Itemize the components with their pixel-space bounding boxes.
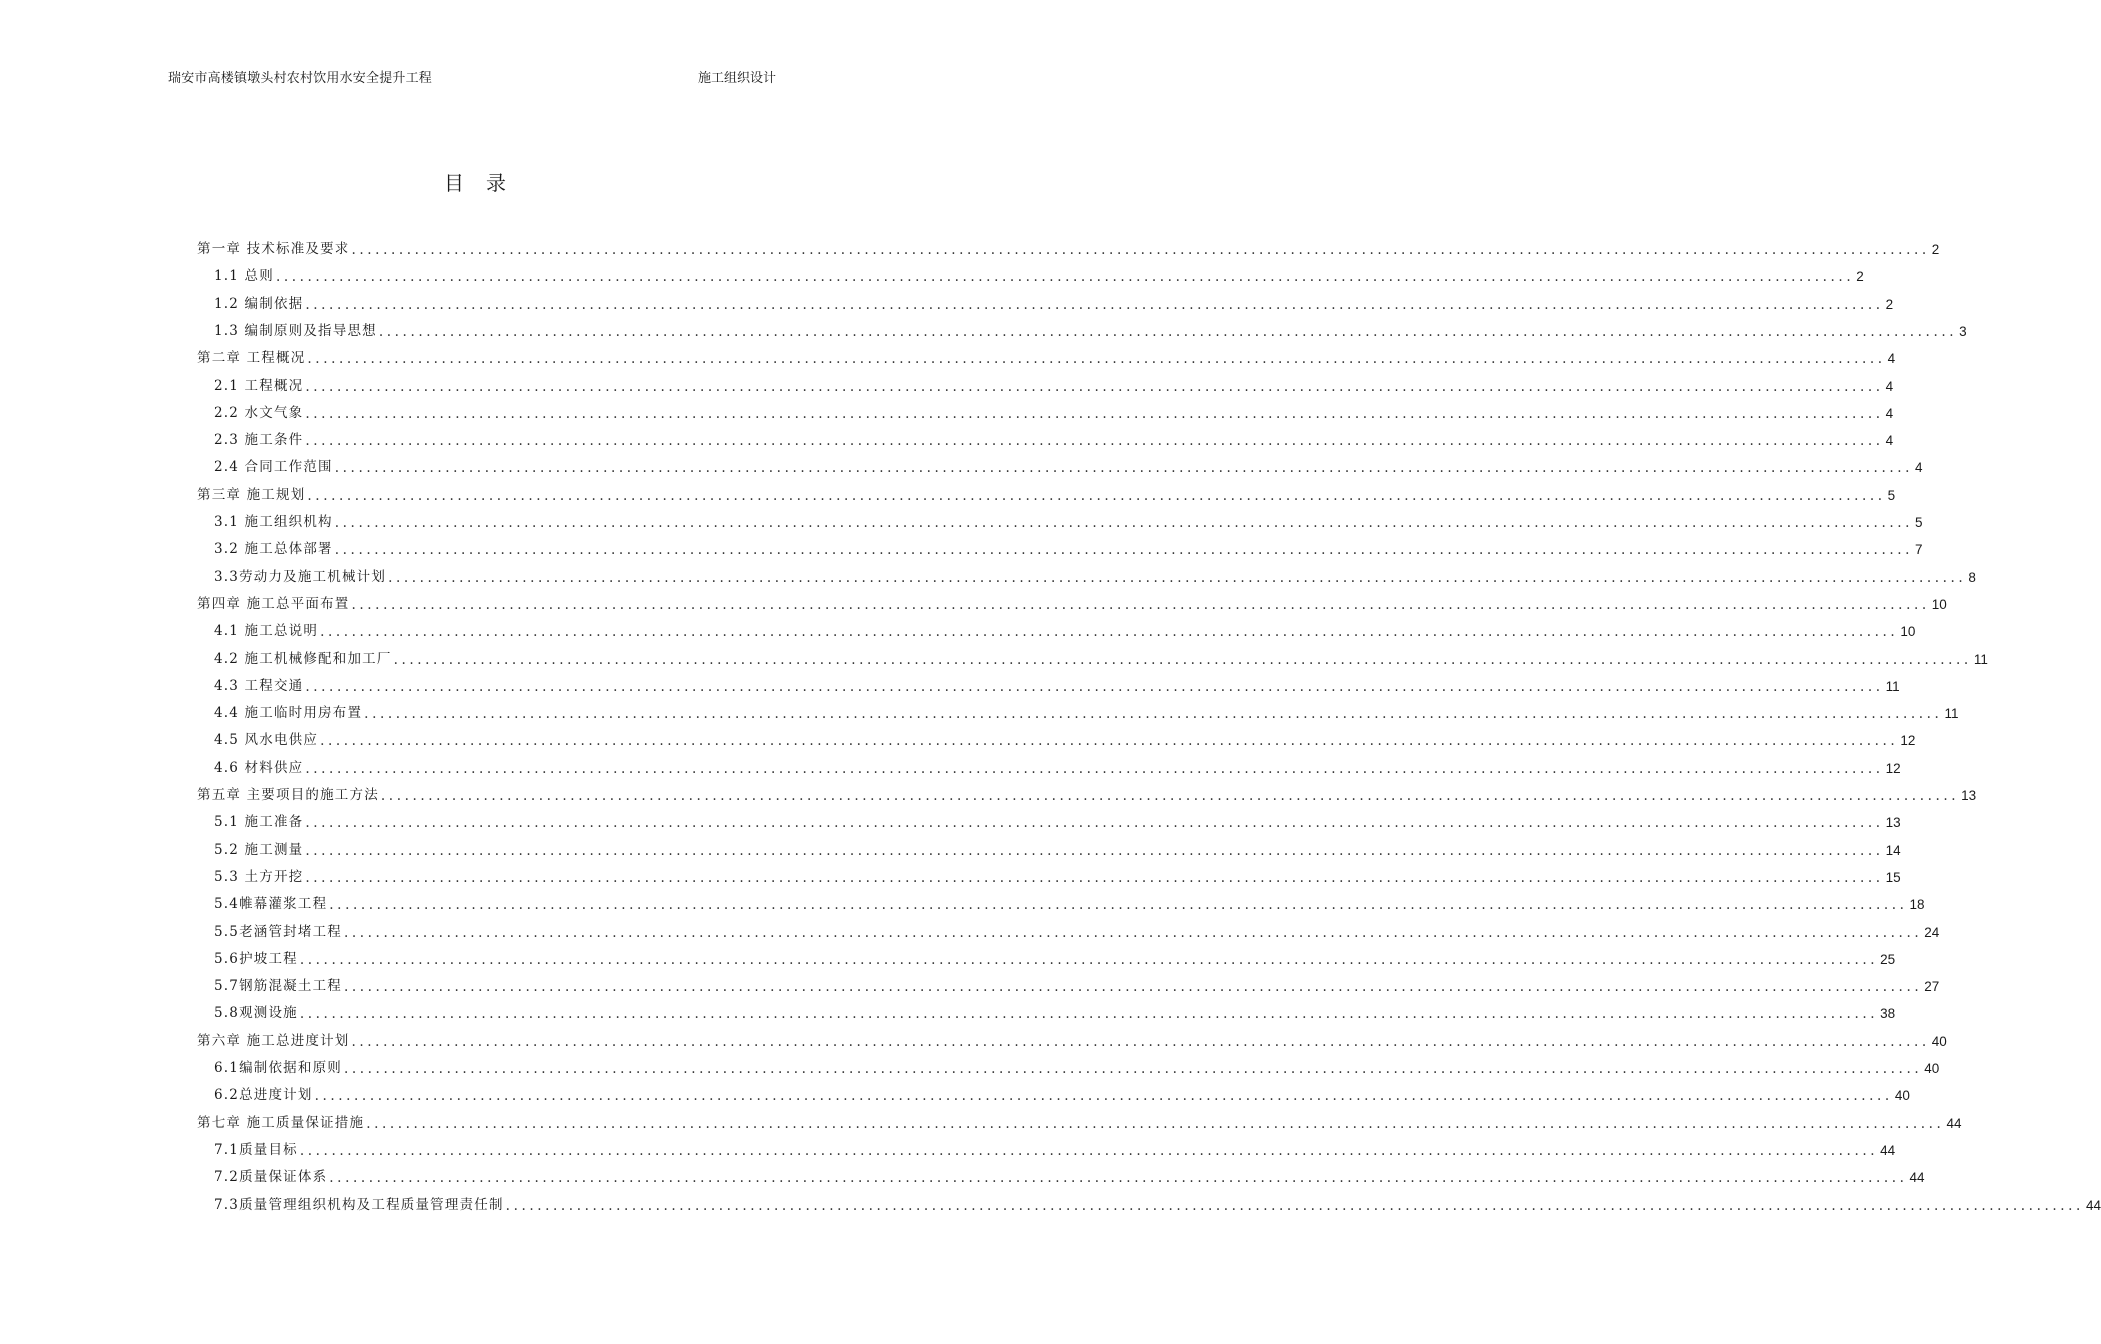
toc-leader-dots: ........................................................................................................................................................................................................ <box>299 1142 1879 1159</box>
toc-entry-label: 1.1 总则 <box>214 268 274 285</box>
toc-entry-page: 3 <box>1959 323 1967 339</box>
toc-leader-dots: ........................................................................................................................................................................................................ <box>305 678 1884 695</box>
toc-entry[interactable] <box>214 647 1988 668</box>
toc-leader-dots: ........................................................................................................................................................................................................ <box>364 706 1943 723</box>
toc-entry-page: 2 <box>1931 242 1940 257</box>
toc-entry-page: 4 <box>1915 460 1923 476</box>
toc-leader-dots: ........................................................................................................................................................................................................ <box>307 487 1886 504</box>
toc-entry-label: 4.5 风水电供应 <box>214 732 319 749</box>
toc-entry[interactable] <box>214 455 1923 477</box>
toc-entry-page: 27 <box>1924 979 1940 995</box>
toc-entry-label: 第六章 施工总进度计划 <box>197 1032 350 1049</box>
toc-leader-dots: ........................................................................................................................................................................................................ <box>378 323 1958 340</box>
toc-entry-label: 6.2总进度计划 <box>214 1087 313 1104</box>
toc-entry-page: 10 <box>1931 596 1947 612</box>
toc-leader-dots: ........................................................................................................................................................................................................ <box>343 979 1923 996</box>
toc-entry-label: 3.1 施工组织机构 <box>214 514 333 530</box>
toc-leader-dots: ........................................................................................................................................................................................................ <box>305 433 1884 450</box>
toc-entry[interactable] <box>214 619 1916 641</box>
toc-entry[interactable] <box>214 947 1896 968</box>
toc-entry-page: 24 <box>1924 924 1940 940</box>
toc-entry-page: 5 <box>1887 487 1896 503</box>
toc-entry-label: 7.3质量管理组织机构及工程质量管理责任制 <box>214 1196 504 1213</box>
toc-entry-label: 7.2质量保证体系 <box>214 1169 328 1186</box>
toc-entry[interactable] <box>214 1138 1896 1159</box>
toc-entry[interactable] <box>214 374 1894 395</box>
toc-leader-dots: ........................................................................................................................................................................................................ <box>305 815 1884 832</box>
toc-entry-label: 1.2 编制依据 <box>214 295 304 312</box>
toc-entry-page: 8 <box>1968 569 1976 585</box>
toc-leader-dots: ........................................................................................................................................................................................................ <box>380 788 1960 804</box>
toc-leader-dots: ........................................................................................................................................................................................................ <box>305 760 1884 777</box>
toc-entry[interactable] <box>214 674 1900 695</box>
toc-entry-label: 2.4 合同工作范围 <box>214 459 333 476</box>
toc-entry[interactable] <box>214 756 1901 777</box>
toc-leader-dots: ........................................................................................................................................................................................................ <box>366 1115 1945 1132</box>
toc-entry[interactable] <box>214 728 1916 750</box>
toc-leader-dots: ........................................................................................................................................................................................................ <box>299 1006 1879 1023</box>
toc-entry-page: 18 <box>1909 897 1925 913</box>
toc-entry-label: 3.2 施工总体部署 <box>214 541 333 558</box>
toc-entry[interactable] <box>214 1056 1940 1077</box>
toc-entry[interactable] <box>214 838 1901 859</box>
toc-entry-label: 4.3 工程交通 <box>214 677 304 694</box>
toc-entry-label: 5.7钢筋混凝土工程 <box>214 978 342 995</box>
toc-entry-label: 第二章 工程概况 <box>197 350 306 367</box>
toc-entry-page: 7 <box>1915 542 1923 558</box>
toc-entry-label: 第四章 施工总平面布置 <box>197 595 350 612</box>
toc-leader-dots: ........................................................................................................................................................................................................ <box>343 1061 1923 1077</box>
toc-entry-page: 10 <box>1900 624 1916 640</box>
toc-leader-dots: ........................................................................................................................................................................................................ <box>505 1197 2084 1214</box>
toc-entry[interactable] <box>197 783 1977 804</box>
toc-entry[interactable] <box>214 701 1959 723</box>
toc-entry[interactable] <box>214 865 1901 886</box>
toc-entry-label: 3.3劳动力及施工机械计划 <box>214 568 387 585</box>
toc-entry-page: 15 <box>1885 869 1901 885</box>
toc-entry[interactable] <box>197 1029 1947 1050</box>
toc-entry[interactable] <box>197 1111 1962 1132</box>
toc-entry[interactable] <box>214 319 1967 340</box>
toc-leader-dots: ........................................................................................................................................................................................................ <box>307 351 1886 368</box>
toc-leader-dots: ........................................................................................................................................................................................................ <box>320 624 1899 641</box>
toc-entry-label: 4.2 施工机械修配和加工厂 <box>214 650 392 667</box>
toc-leader-dots: ........................................................................................................................................................................................................ <box>329 897 1908 914</box>
toc-entry[interactable] <box>214 1001 1896 1023</box>
toc-entry[interactable] <box>214 1193 2101 1214</box>
toc-leader-dots: ........................................................................................................................................................................................................ <box>299 951 1879 968</box>
toc-entry-page: 2 <box>1856 269 1864 285</box>
toc-entry-page: 38 <box>1880 1006 1896 1022</box>
toc-entry-page: 12 <box>1900 733 1916 749</box>
toc-entry-page: 44 <box>1946 1115 1962 1131</box>
toc-entry-page: 4 <box>1887 351 1896 367</box>
toc-entry-label: 5.8观测设施 <box>214 1005 298 1022</box>
toc-entry[interactable] <box>197 346 1896 368</box>
toc-entry[interactable] <box>214 510 1923 531</box>
toc-entry-label: 第三章 施工规划 <box>197 486 306 503</box>
toc-entry[interactable] <box>214 920 1940 941</box>
toc-entry-label: 5.3 土方开挖 <box>214 868 304 885</box>
toc-entry-label: 2.1 工程概况 <box>214 377 304 394</box>
toc-entry-label: 4.4 施工临时用房布置 <box>214 705 363 722</box>
toc-entry[interactable] <box>197 237 1940 258</box>
toc-entry-label: 1.3 编制原则及指导思想 <box>214 322 377 339</box>
toc-entry-page: 4 <box>1885 433 1894 449</box>
toc-leader-dots: ........................................................................................................................................................................................................ <box>305 405 1884 422</box>
toc-entry-page: 40 <box>1924 1061 1940 1076</box>
toc-entry[interactable] <box>197 483 1896 504</box>
toc-entry-page: 44 <box>1909 1170 1925 1186</box>
toc-entry-label: 第一章 技术标准及要求 <box>197 241 350 257</box>
toc-entry-label: 4.1 施工总说明 <box>214 623 319 640</box>
toc-entry-label: 5.1 施工准备 <box>214 814 304 831</box>
toc-entry-label: 6.1编制依据和原则 <box>214 1060 342 1076</box>
toc-entry-page: 2 <box>1885 296 1894 312</box>
toc-entry-page: 11 <box>1885 678 1900 694</box>
toc-entry-page: 25 <box>1880 951 1896 967</box>
toc-entry[interactable] <box>214 537 1923 559</box>
toc-entry-label: 5.5老涵管封堵工程 <box>214 923 342 940</box>
toc-entry-page: 11 <box>1973 651 1988 667</box>
toc-leader-dots: ........................................................................................................................................................................................................ <box>275 269 1855 286</box>
toc-entry-label: 5.6护坡工程 <box>214 950 298 967</box>
toc-leader-dots: ........................................................................................................................................................................................................ <box>305 296 1884 313</box>
toc-entry-label: 7.1质量目标 <box>214 1141 298 1158</box>
toc-entry-label: 5.2 施工测量 <box>214 841 304 858</box>
toc-leader-dots: ........................................................................................................................................................................................................ <box>305 869 1884 886</box>
toc-entry-page: 12 <box>1885 760 1901 776</box>
toc-leader-dots: ........................................................................................................................................................................................................ <box>351 242 1930 258</box>
toc-leader-dots: ........................................................................................................................................................................................................ <box>334 515 1914 531</box>
toc-entry[interactable] <box>214 1083 1910 1105</box>
toc-entry-page: 44 <box>1880 1142 1896 1158</box>
toc-entry[interactable] <box>214 974 1940 996</box>
toc-leader-dots: ........................................................................................................................................................................................................ <box>329 1170 1908 1187</box>
toc-leader-dots: ........................................................................................................................................................................................................ <box>351 1033 1930 1050</box>
toc-leader-dots: ........................................................................................................................................................................................................ <box>314 1088 1893 1105</box>
header-project-title: 瑞安市高楼镇墩头村农村饮用水安全提升工程 <box>168 71 433 86</box>
toc-entry[interactable] <box>214 292 1894 313</box>
toc-entry-page: 14 <box>1885 842 1901 858</box>
toc-leader-dots: ........................................................................................................................................................................................................ <box>351 596 1930 613</box>
toc-entry[interactable] <box>214 428 1894 450</box>
toc-entry-label: 第五章 主要项目的施工方法 <box>197 787 379 803</box>
toc-leader-dots: ........................................................................................................................................................................................................ <box>334 542 1914 559</box>
toc-title: 目录 <box>444 171 528 195</box>
toc-leader-dots: ........................................................................................................................................................................................................ <box>388 569 1967 586</box>
toc-entry-label: 5.4帷幕灌浆工程 <box>214 896 328 913</box>
toc-leader-dots: ........................................................................................................................................................................................................ <box>393 651 1972 668</box>
toc-entry-page: 13 <box>1961 788 1977 803</box>
toc-leader-dots: ........................................................................................................................................................................................................ <box>320 733 1899 750</box>
toc-entry-label: 4.6 材料供应 <box>214 759 304 776</box>
header-document-type: 施工组织设计 <box>698 71 777 86</box>
toc-entry[interactable] <box>214 1165 1925 1187</box>
toc-entry-page: 44 <box>2085 1197 2101 1213</box>
toc-entry-page: 40 <box>1894 1088 1910 1104</box>
toc-entry-page: 5 <box>1915 515 1923 530</box>
toc-leader-dots: ........................................................................................................................................................................................................ <box>305 378 1884 395</box>
toc-entry-page: 11 <box>1944 706 1959 722</box>
toc-entry-label: 第七章 施工质量保证措施 <box>197 1114 365 1131</box>
toc-entry[interactable] <box>197 592 1947 613</box>
toc-entry-label: 2.3 施工条件 <box>214 432 304 449</box>
toc-entry-page: 4 <box>1885 378 1894 394</box>
toc-entry-label: 2.2 水文气象 <box>214 404 304 421</box>
toc-entry[interactable] <box>214 565 1976 586</box>
toc-leader-dots: ........................................................................................................................................................................................................ <box>305 842 1884 859</box>
toc-entry[interactable] <box>214 401 1894 422</box>
toc-leader-dots: ........................................................................................................................................................................................................ <box>343 924 1923 941</box>
toc-entry-page: 40 <box>1931 1033 1947 1049</box>
toc-leader-dots: ........................................................................................................................................................................................................ <box>334 460 1914 477</box>
toc-entry[interactable] <box>214 264 1864 286</box>
toc-entry-page: 13 <box>1885 815 1901 831</box>
toc-entry[interactable] <box>214 810 1901 832</box>
toc-entry[interactable] <box>214 892 1925 914</box>
toc-entry-page: 4 <box>1885 405 1894 421</box>
